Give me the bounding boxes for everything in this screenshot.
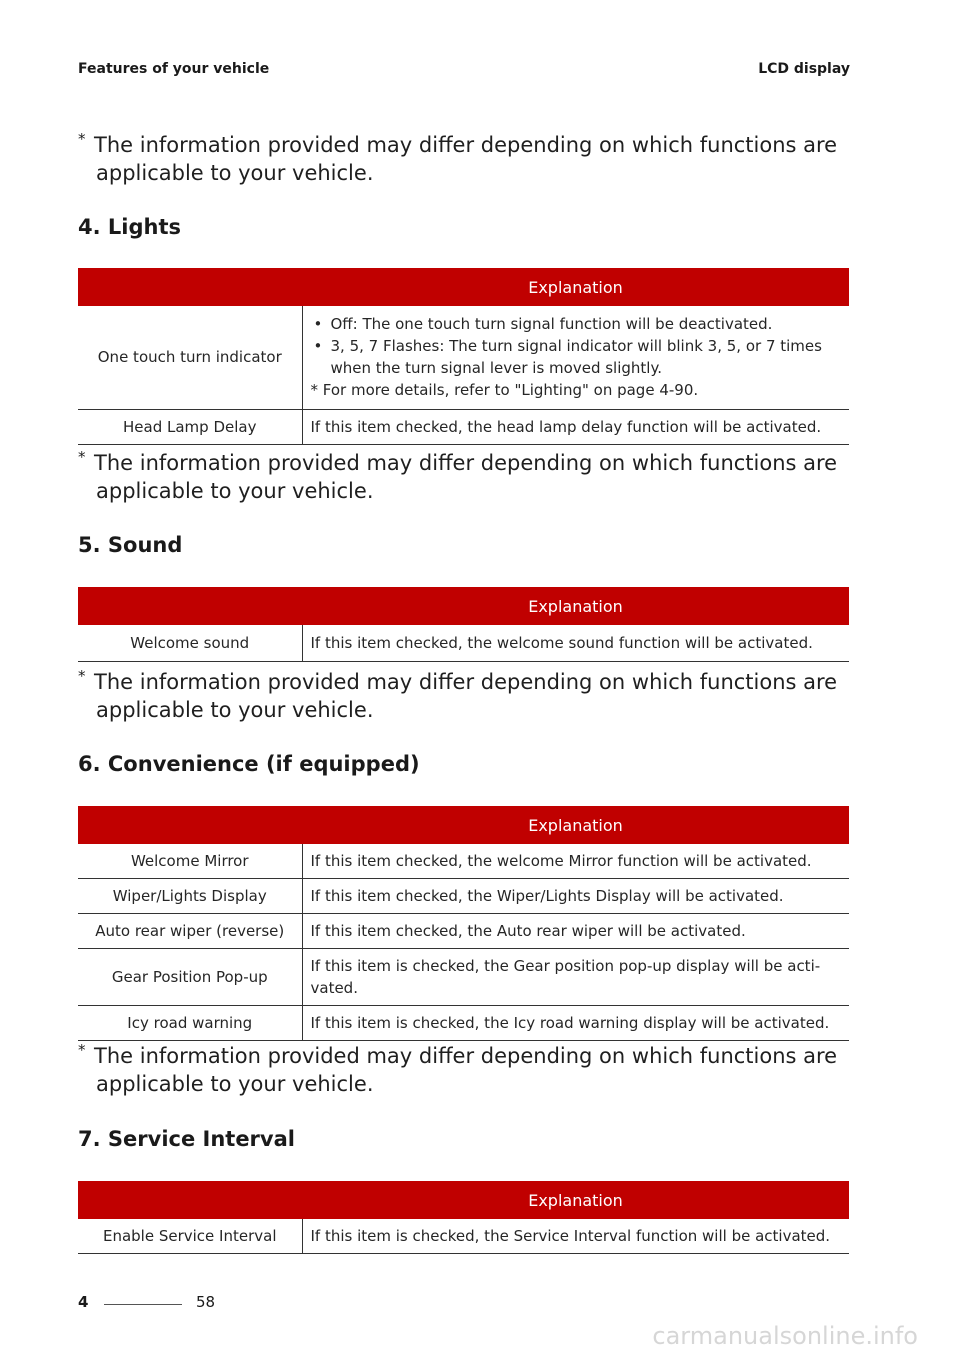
sound-table [78, 587, 849, 662]
table-header-blank [78, 587, 302, 625]
asterisk: * [78, 130, 86, 148]
section-title-service-interval: 7. Service Interval [78, 1127, 295, 1151]
row-explanation: If this item checked, the head lamp delay function will be activated. [302, 409, 849, 444]
table-row [78, 844, 849, 879]
section-title-sound: 5. Sound [78, 533, 183, 557]
table-header-explanation: Explanation [302, 587, 849, 625]
table-header-row [78, 587, 849, 625]
convenience-table [78, 806, 849, 1041]
row-name: Auto rear wiper (reverse) [78, 914, 302, 949]
availability-note [78, 1042, 858, 1098]
note-line-1: The information provided may differ depending on which functions are [94, 451, 838, 475]
row-explanation: If this item checked, the welcome Mirror function will be activated. [302, 844, 849, 879]
asterisk: * [78, 1041, 86, 1059]
table-row [78, 879, 849, 914]
note-line-2: applicable to your vehicle. [96, 1072, 374, 1096]
row-name: Welcome sound [78, 625, 302, 661]
footer-page-number: 58 [196, 1293, 216, 1311]
table-row [78, 625, 849, 661]
row-explanation: If this item checked, the welcome sound function will be activated. [302, 625, 849, 661]
note-line-1: The information provided may differ depending on which functions are [94, 670, 838, 694]
availability-note [78, 449, 858, 505]
footer-chapter-number: 4 [78, 1293, 89, 1311]
footer-divider [104, 1304, 182, 1305]
row-explanation: If this item checked, the Auto rear wiper will be activated. [302, 914, 849, 949]
asterisk: * [78, 448, 86, 466]
table-header-row [78, 1181, 849, 1219]
row-name: One touch turn indicator [78, 306, 302, 409]
row-name: Wiper/Lights Display [78, 879, 302, 914]
note-line-1: The information provided may differ depending on which functions are [94, 1044, 838, 1068]
availability-note [78, 131, 858, 187]
watermark: carmanualsonline.info [652, 1322, 918, 1350]
note-line-2: applicable to your vehicle. [96, 161, 374, 185]
table-row [78, 306, 849, 409]
table-header-row [78, 806, 849, 844]
row-name: Icy road warning [78, 1006, 302, 1041]
row-explanation: If this item is checked, the Icy road warning display will be activated. [302, 1006, 849, 1041]
section-title-convenience: 6. Convenience (if equipped) [78, 752, 420, 776]
row-explanation [302, 306, 849, 409]
table-header-blank [78, 806, 302, 844]
table-header-explanation: Explanation [302, 1181, 849, 1219]
note-line-2: applicable to your vehicle. [96, 698, 374, 722]
table-header-explanation: Explanation [302, 806, 849, 844]
table-row [78, 409, 849, 444]
row-explanation: If this item is checked, the Service Interval function will be activated. [302, 1219, 849, 1254]
table-row [78, 949, 849, 1006]
row-name: Enable Service Interval [78, 1219, 302, 1254]
row-name: Welcome Mirror [78, 844, 302, 879]
bullet-item: • 3, 5, 7 Flashes: The turn signal indicator will blink 3, 5, or 7 times when the turn signal lever is moved slightly. [311, 335, 844, 379]
table-header-row [78, 268, 849, 306]
header-section-title: Features of your vehicle [78, 61, 270, 77]
note-line-1: The information provided may differ depending on which functions are [94, 133, 838, 157]
row-name: Head Lamp Delay [78, 409, 302, 444]
table-row [78, 1006, 849, 1041]
row-subnote: * For more details, refer to "Lighting" on page 4-90. [310, 381, 699, 400]
row-name: Gear Position Pop-up [78, 949, 302, 1006]
note-line-2: applicable to your vehicle. [96, 479, 374, 503]
row-explanation: If this item checked, the Wiper/Lights Display will be activated. [302, 879, 849, 914]
section-title-lights: 4. Lights [78, 215, 182, 239]
row-explanation: If this item is checked, the Gear position pop-up display will be acti-vated. [302, 949, 849, 1006]
bullet-item: • Off: The one touch turn signal function will be deactivated. [311, 313, 844, 335]
table-header-blank [78, 1181, 302, 1219]
asterisk: * [78, 667, 86, 685]
table-header-blank [78, 268, 302, 306]
table-row [78, 914, 849, 949]
lights-table [78, 268, 849, 445]
header-page-topic: LCD display [758, 61, 850, 77]
availability-note [78, 668, 858, 724]
table-header-explanation: Explanation [302, 268, 849, 306]
service-interval-table [78, 1181, 849, 1254]
table-row [78, 1219, 849, 1254]
